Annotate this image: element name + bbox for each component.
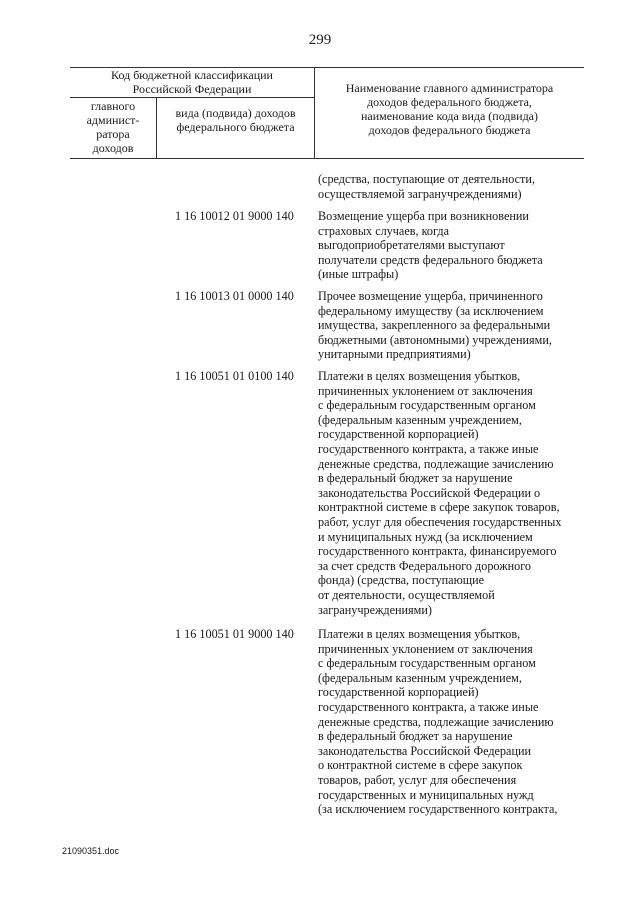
row-code: 1 16 10013 01 0000 140 [175,289,294,303]
row-code: 1 16 10051 01 9000 140 [175,627,294,641]
row-description: Возмещение ущерба при возникновении страховых случаев, когда выгодоприобретателями выступают получатели средств федерального бюджета (иные штрафы) [318,209,543,282]
table-header [70,67,584,159]
header-col-admin: главного админист- ратора доходов [86,99,140,155]
page-number: 299 [308,32,332,48]
row-description: Прочее возмещение ущерба, причиненного федеральному имуществу (за исключением имущества, закрепленного за федеральными бюджетными (автономными) учреждениями, унитарными предприятиями) [318,289,552,362]
row-description: Платежи в целях возмещения убытков, причиненных уклонением от заключения с федеральным государственным органом (федеральным казенным учреждением, государственной корпорацией) государственного контракта, а также иные денежные средства, подлежащие зачислению в федеральный бюджет за нарушение законодательства Российской Федерации о контрактной системе в сфере закупок товаров, работ, услуг для обеспечения государственных и муниципальных нужд (за исключением государственного контракта, финансируемого за счет средств Федерального дорожного фонда) (средства, поступающие от деятельности, осуществляемой загранучреждениями) [318,369,562,617]
row-code: 1 16 10051 01 0100 140 [175,369,294,383]
row-description: (средства, поступающие от деятельности, осуществляемой загранучреждениями) [318,172,535,201]
row-code: 1 16 10012 01 9000 140 [175,209,294,223]
header-group-rule [70,97,314,98]
header-col-name: Наименование главного администратора доходов федерального бюджета, наименование кода вида (подвида) доходов федерального бюджета [345,81,554,137]
header-group-title: Код бюджетной классификации Российской Федерации [111,68,273,96]
row-description: Платежи в целях возмещения убытков, причиненных уклонением от заключения с федеральным государственным органом (федеральным казенным учреждением, государственной корпорацией) государственного контракта, а также иные денежные средства, подлежащие зачислению в федеральный бюджет за нарушение законодательства Российской Федерации о контрактной системе в сфере закупок товаров, работ, услуг для обеспечения государственных и муниципальных нужд (за исключением государственного контракта, [318,627,558,817]
header-bottom-rule [70,158,584,159]
document-filename: 21090351.doc [62,846,120,856]
header-col-type: вида (подвида) доходов федерального бюджета [175,106,296,134]
